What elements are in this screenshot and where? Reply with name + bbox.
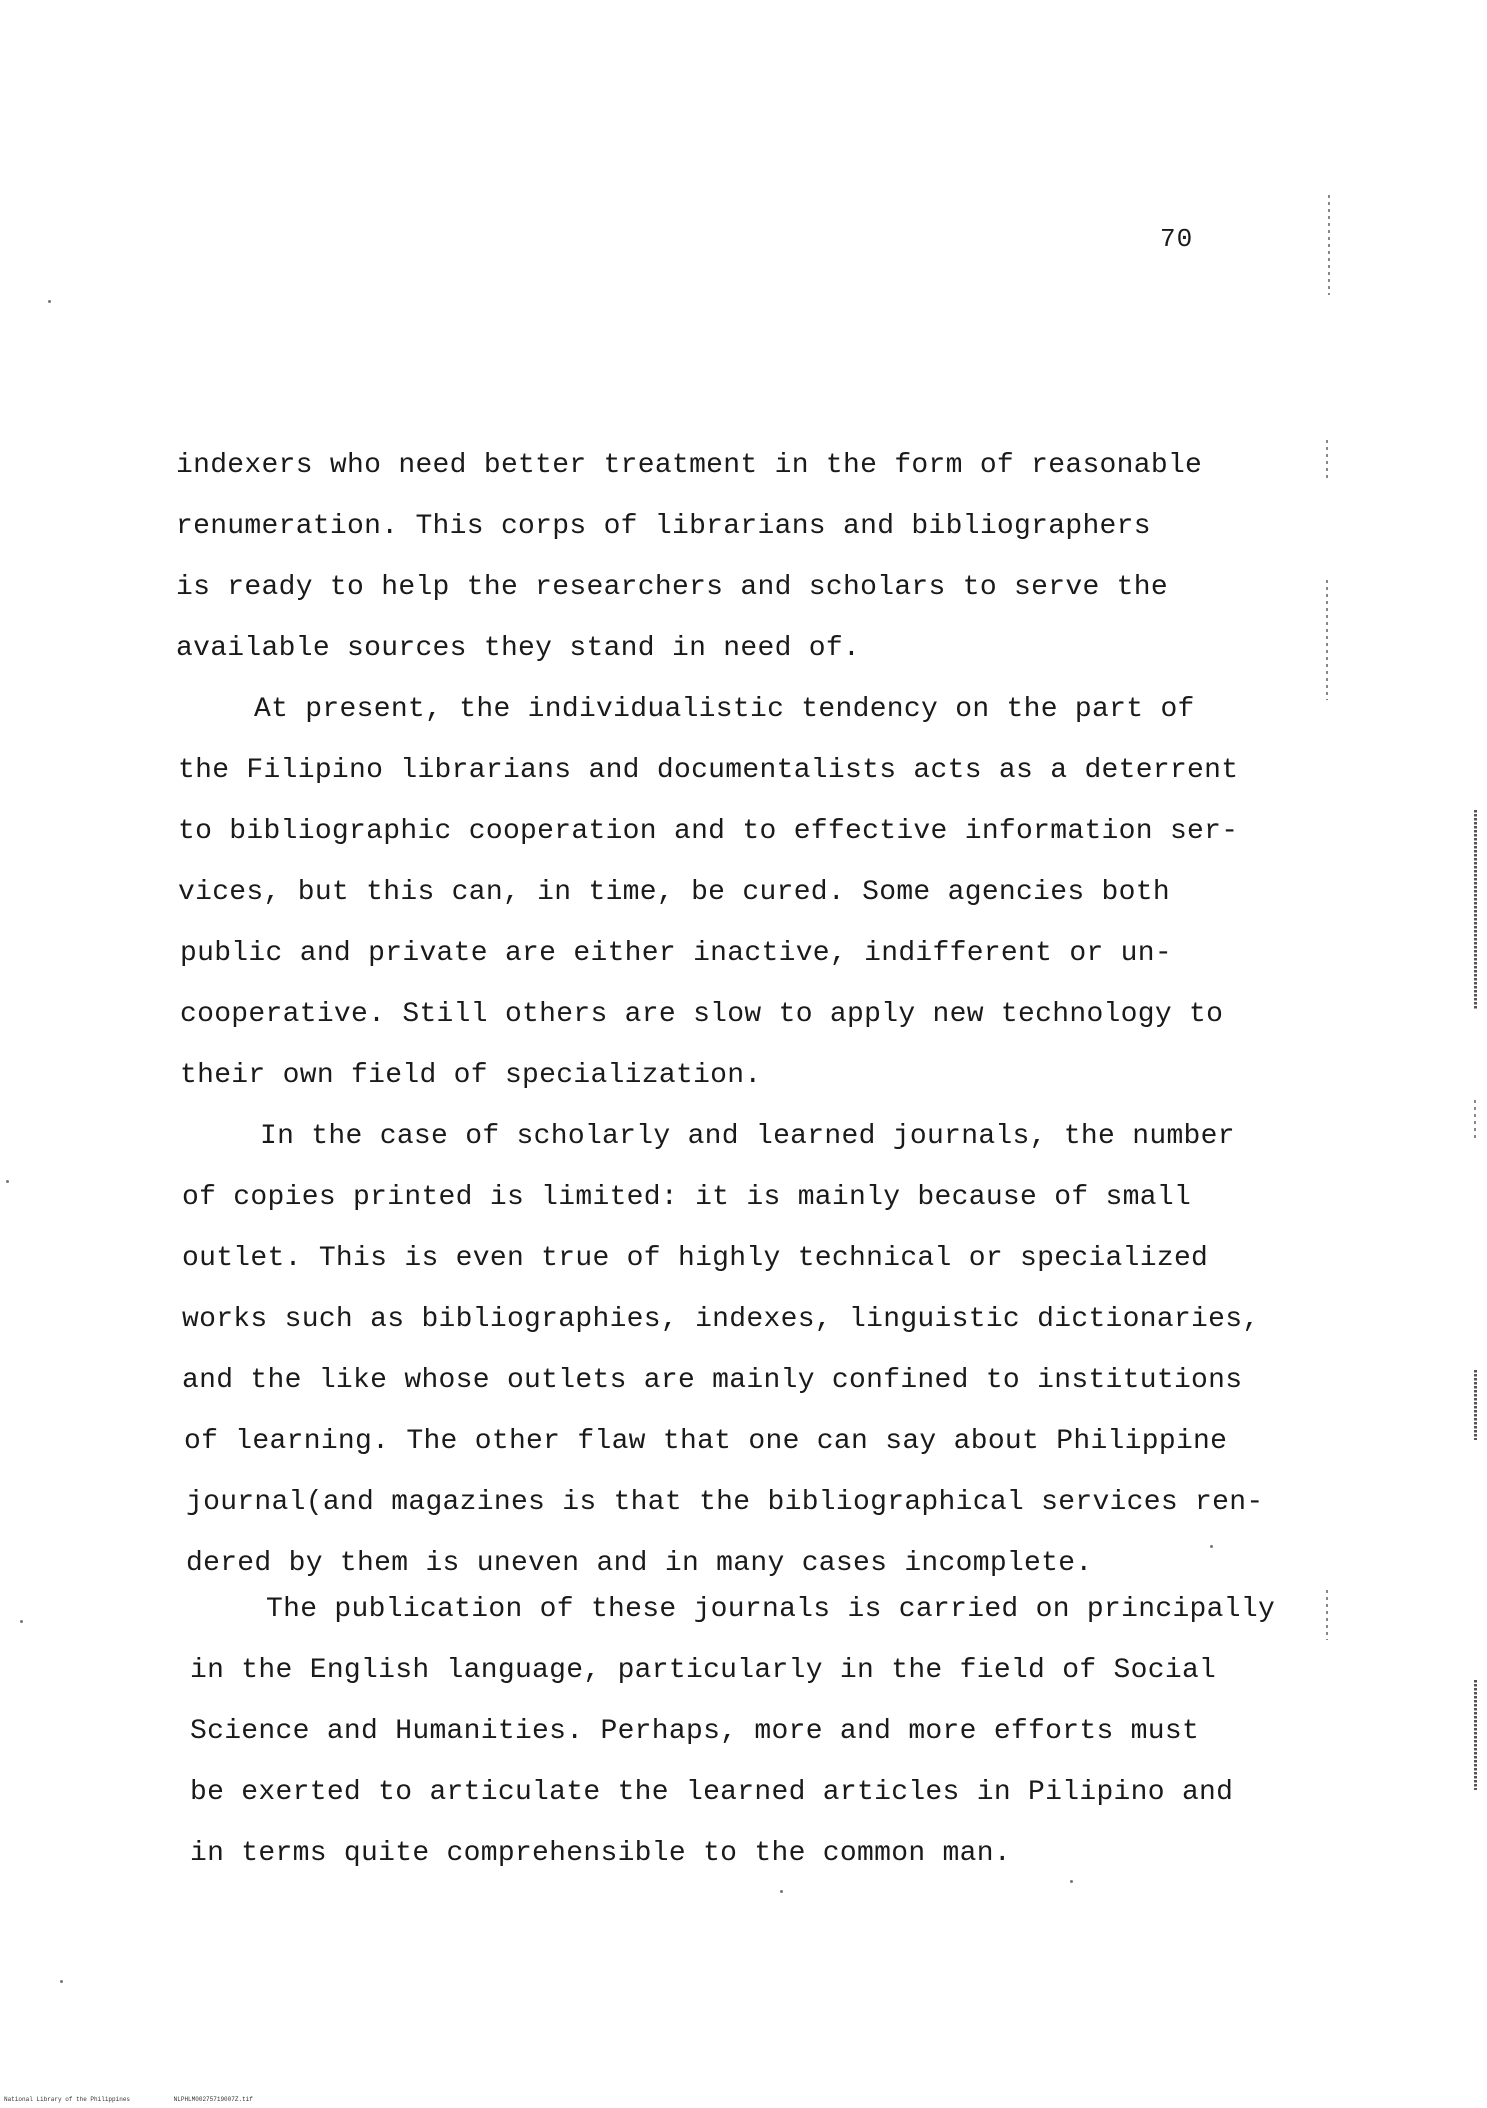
scan-speck (60, 1980, 63, 1983)
text-line: public and private are either inactive, indifferent or un- (180, 938, 1172, 969)
text-line: is ready to help the researchers and scholars to serve the (176, 572, 1168, 603)
text-line: be exerted to articulate the learned articles in Pilipino and (190, 1777, 1234, 1808)
scan-artifact (1474, 1680, 1477, 1790)
text-line: of copies printed is limited: it is mainly because of small (182, 1182, 1192, 1213)
scan-artifact (1328, 195, 1330, 295)
text-line: outlet. This is even true of highly technical or specialized (182, 1243, 1209, 1274)
scan-speck (6, 1180, 9, 1183)
text-line: vices, but this can, in time, be cured. Some agencies both (178, 877, 1170, 908)
scan-speck (1210, 1545, 1213, 1548)
text-line: their own field of specialization. (180, 1060, 762, 1091)
scan-artifact (1326, 580, 1328, 700)
scan-artifact (1474, 1100, 1476, 1140)
scan-speck (1070, 1880, 1073, 1883)
scan-speck (20, 1620, 23, 1623)
text-line: renumeration. This corps of librarians and bibliographers (176, 511, 1151, 542)
text-line: and the like whose outlets are mainly confined to institutions (182, 1365, 1243, 1396)
text-line: available sources they stand in need of. (176, 633, 861, 664)
text-line: in terms quite comprehensible to the common man. (190, 1838, 1011, 1869)
scan-speck (48, 300, 51, 303)
text-line: of learning. The other flaw that one can say about Philippine (184, 1426, 1228, 1457)
scan-artifact (1326, 440, 1328, 480)
text-line: journal(and magazines is that the bibliographical services ren- (186, 1487, 1264, 1518)
footer-library: National Library of the Philippines (4, 2096, 131, 2103)
page-number: 70 (1160, 224, 1194, 254)
footer-filename: NLPHLM00275719007Z.tif (173, 2096, 253, 2103)
scan-speck (780, 1890, 783, 1893)
text-line: in the English language, particularly in the field of Social (190, 1655, 1217, 1686)
text-line: Science and Humanities. Perhaps, more and more efforts must (190, 1716, 1200, 1747)
scan-footer (4, 2096, 293, 2103)
text-line: At present, the individualistic tendency on the part of (254, 694, 1195, 725)
scan-artifact (1326, 1590, 1328, 1640)
text-line: In the case of scholarly and learned journals, the number (260, 1121, 1235, 1152)
text-line: indexers who need better treatment in the form of reasonable (176, 450, 1203, 481)
text-line: to bibliographic cooperation and to effective information ser- (178, 816, 1239, 847)
text-line: works such as bibliographies, indexes, linguistic dictionaries, (182, 1304, 1260, 1335)
text-line: The publication of these journals is carried on principally (266, 1594, 1276, 1625)
text-line: dered by them is uneven and in many cases incomplete. (186, 1548, 1093, 1579)
scan-artifact (1474, 1370, 1477, 1440)
text-line: cooperative. Still others are slow to apply new technology to (180, 999, 1224, 1030)
text-line: the Filipino librarians and documentalists acts as a deterrent (178, 755, 1239, 786)
scan-artifact (1474, 810, 1477, 1010)
